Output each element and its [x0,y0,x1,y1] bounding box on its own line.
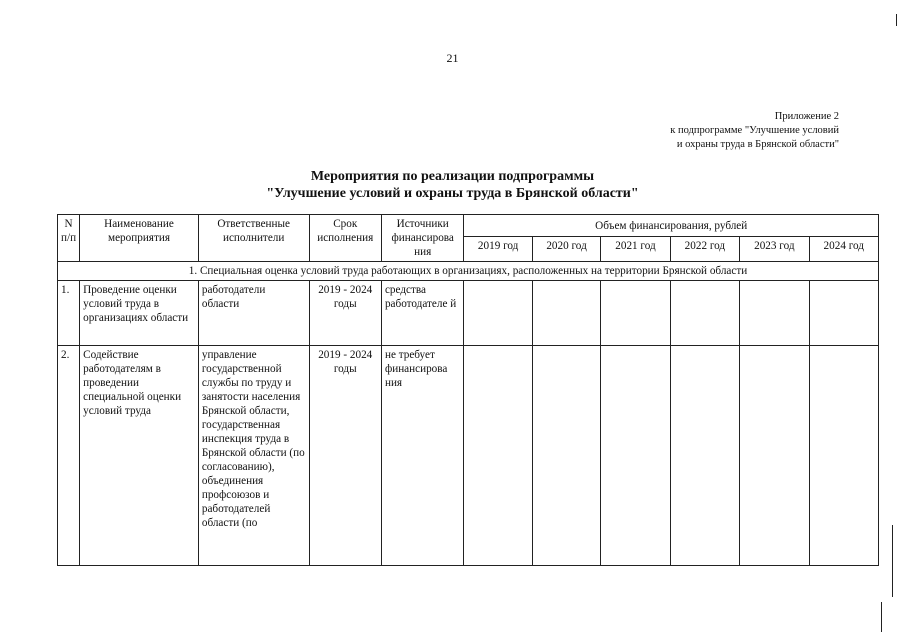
header-name: Наименование мероприятия [80,215,199,262]
scan-edge-mark-top [896,14,897,26]
row-funding-2020 [532,281,600,346]
header-year-2020: 2020 год [532,237,600,262]
page-number: 21 [446,51,459,65]
appendix-line-3: и охраны труда в Брянской области" [676,139,839,150]
header-term: Срок исполнения [309,215,381,262]
scan-edge-mark-bottom [881,602,882,632]
title-line-1: Мероприятия по реализации подпрограммы [310,169,595,184]
header-year-2021: 2021 год [601,237,670,262]
row-funding-2024 [809,281,878,346]
scan-edge-mark-right [892,525,893,597]
measures-table [57,214,879,566]
row-funding-2021 [601,346,670,566]
appendix-line-2: к подпрограмме "Улучшение условий [670,125,839,136]
row-name: Содействие работодателям в проведении специальной оценки условий труда [80,346,199,566]
header-funding: Объем финансирования, рублей [464,215,879,237]
row-term: 2019 - 2024 годы [309,346,381,566]
row-funding-2022 [670,346,739,566]
row-funding-2019 [464,346,532,566]
row-num: 2. [58,346,80,566]
row-responsible: управление государственной службы по труду и занятости населения Брянской области, государственная инспекция труда в Брянской области (по согласованию), объединения профсоюзов и работодателей области (по [198,346,309,566]
row-term: 2019 - 2024 годы [309,281,381,346]
section-row [58,262,879,281]
header-year-2024: 2024 год [809,237,878,262]
row-funding-2022 [670,281,739,346]
header-year-2023: 2023 год [740,237,809,262]
section-title: 1. Специальная оценка условий труда работающих в организациях, расположенных на территории Брянской области [58,262,879,281]
header-responsible: Ответственные исполнители [198,215,309,262]
row-funding-2021 [601,281,670,346]
row-funding-2023 [740,281,809,346]
title-line-2: "Улучшение условий и охраны труда в Брянской области" [266,186,639,201]
row-source: не требует финансирова ния [381,346,464,566]
header-num-line-1: N [64,218,73,230]
document-title [0,168,905,202]
appendix-line-1: Приложение 2 [774,111,839,122]
appendix-note [670,110,839,152]
row-funding-2019 [464,281,532,346]
table-row [58,346,879,566]
row-name: Проведение оценки условий труда в организациях области [80,281,199,346]
row-source: средства работодателе й [381,281,464,346]
row-num: 1. [58,281,80,346]
header-num-line-2: п/п [61,232,77,244]
header-row-1 [58,215,879,237]
row-responsible: работодатели области [198,281,309,346]
header-num [58,215,80,262]
row-funding-2023 [740,346,809,566]
header-sources: Источники финансирова ния [381,215,464,262]
table-row [58,281,879,346]
header-year-2022: 2022 год [670,237,739,262]
row-funding-2024 [809,346,878,566]
row-funding-2020 [532,346,600,566]
header-year-2019: 2019 год [464,237,532,262]
